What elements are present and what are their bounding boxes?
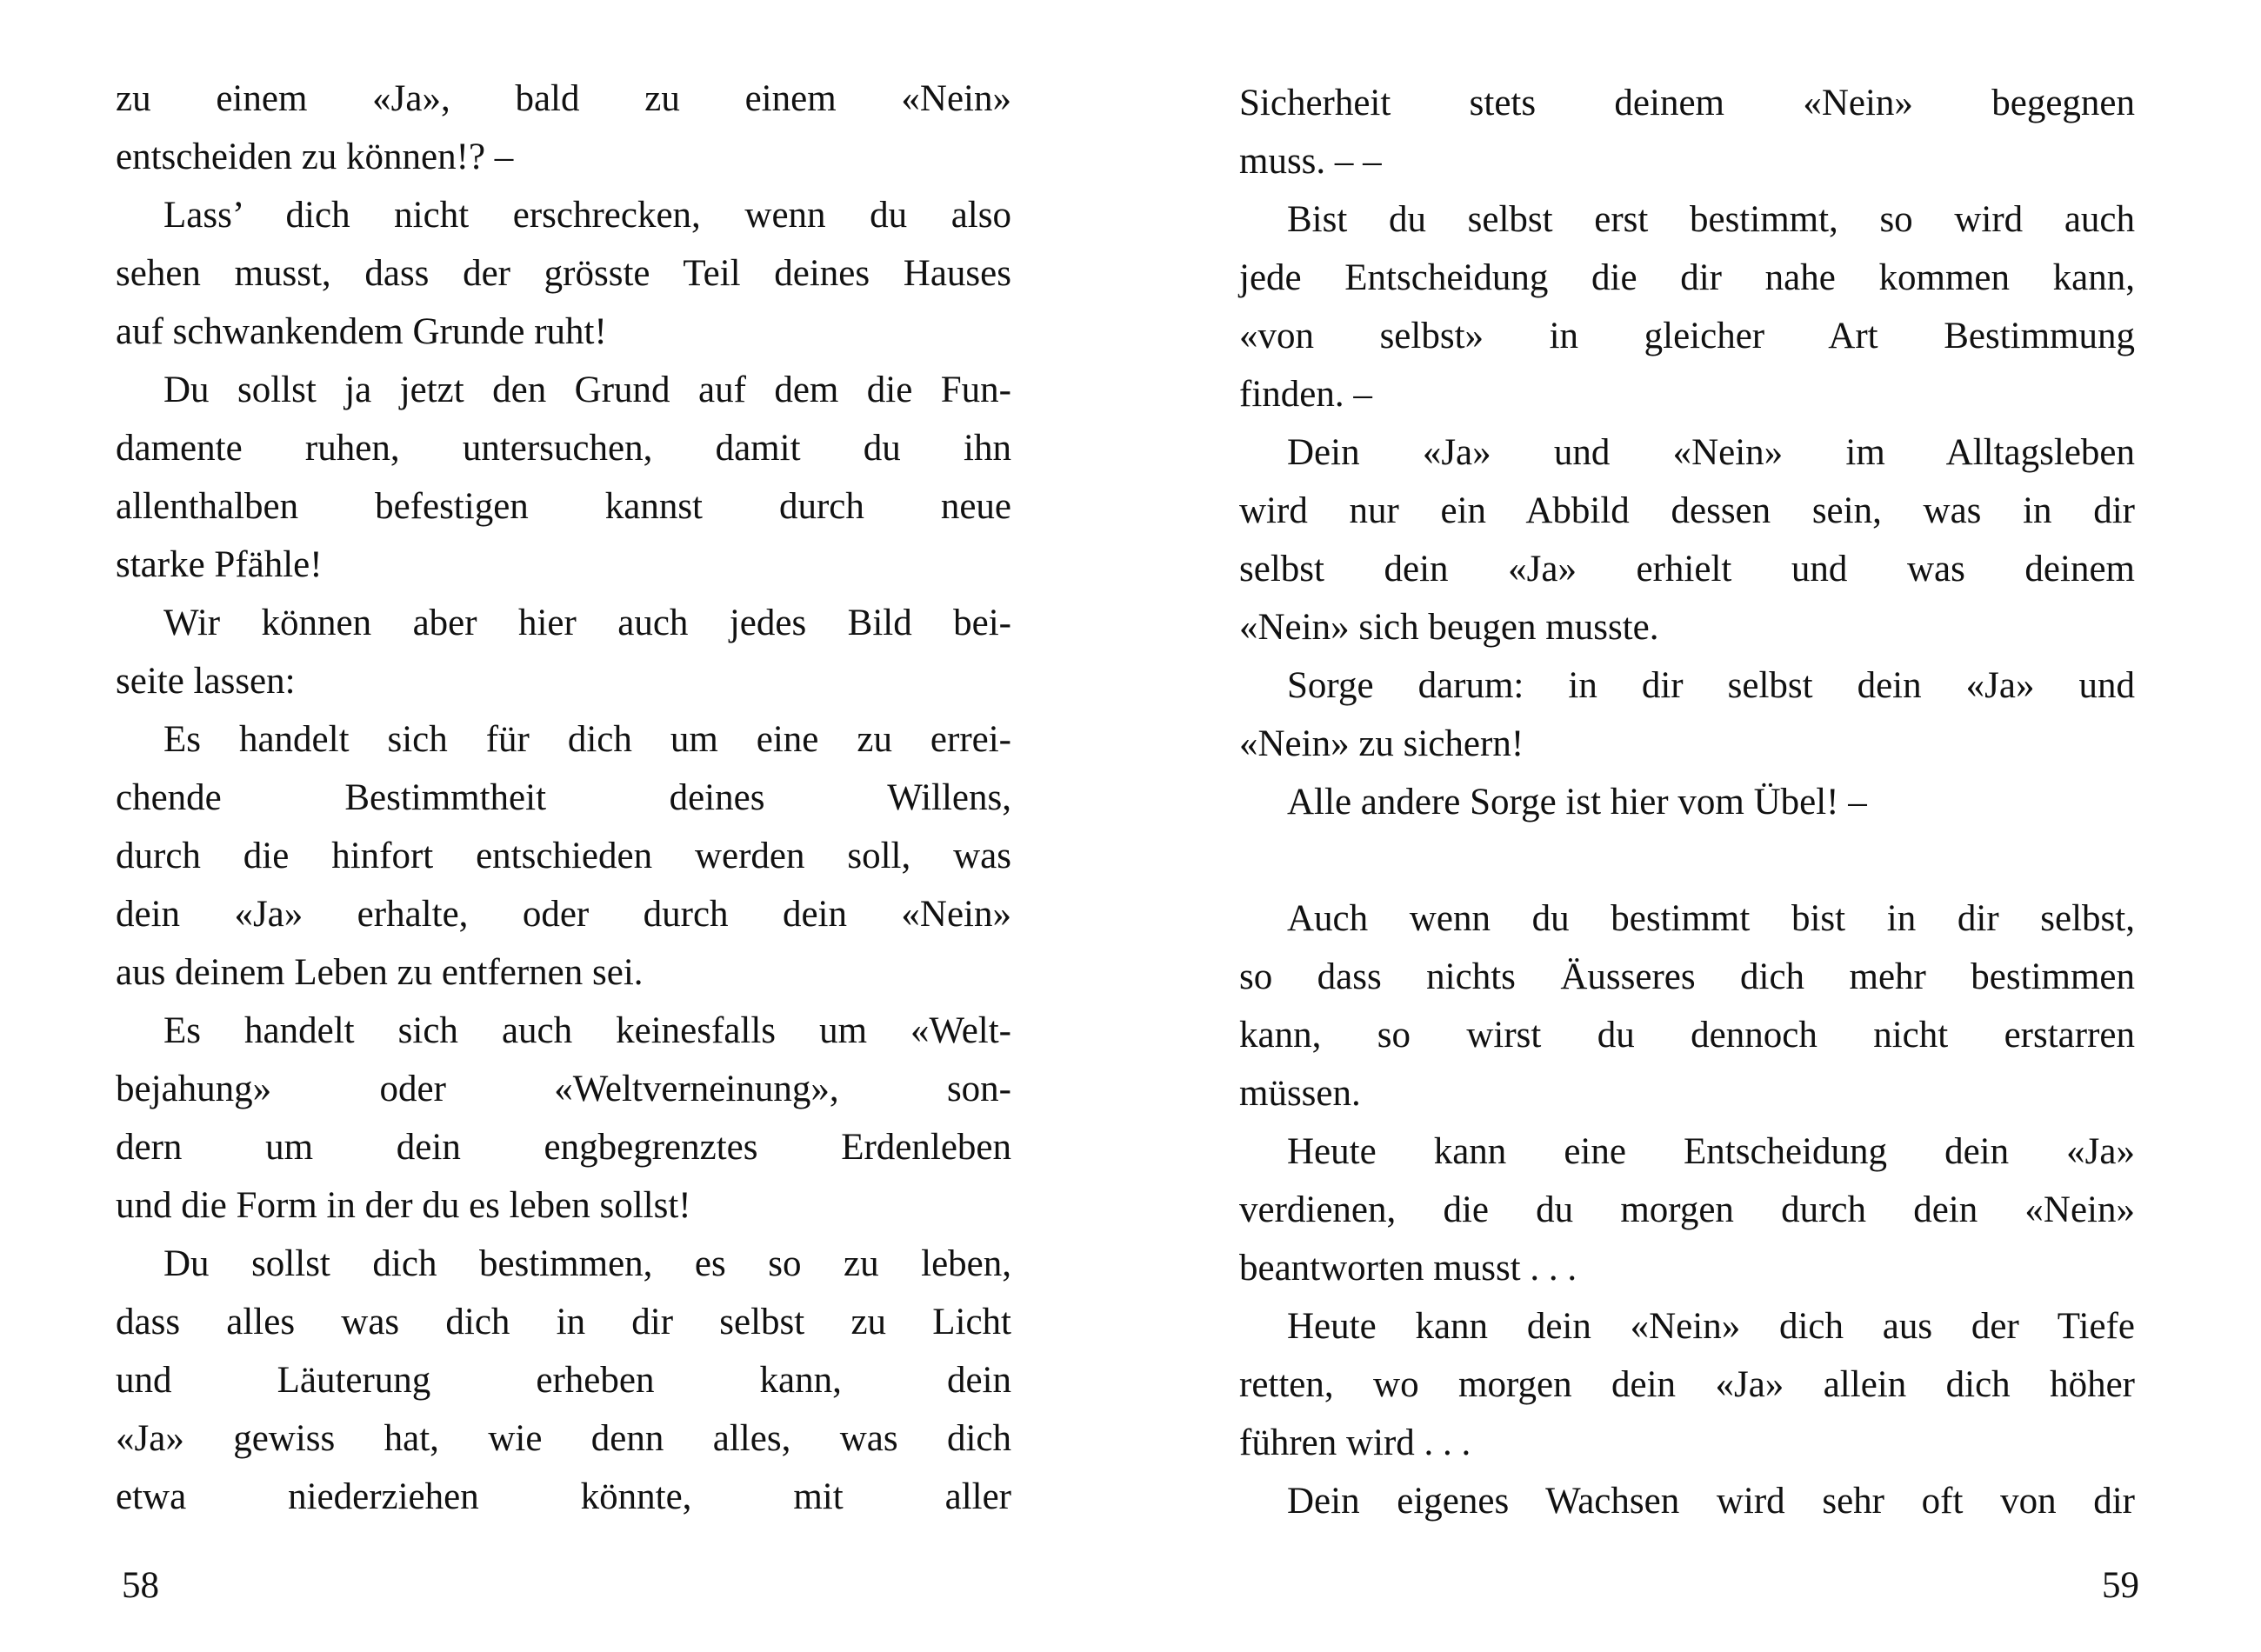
text-line: Bist du selbst erst bestimmt, so wird auch <box>1287 199 2135 240</box>
text-line: retten, wo morgen dein «Ja» allein dich höher <box>1239 1364 2135 1405</box>
text-line: Dein eigenes Wachsen wird sehr oft von dir <box>1287 1481 2135 1522</box>
text-line: muss. – – <box>1239 141 1382 182</box>
text-line: jede Entscheidung die dir nahe kommen kann, <box>1239 257 2135 298</box>
left-page <box>0 0 1130 1652</box>
text-line: durch die hinfort entschieden werden soll, was <box>116 836 1011 876</box>
text-line: etwa niederziehen könnte, mit aller <box>116 1476 1011 1517</box>
text-line: zu einem «Ja», bald zu einem «Nein» <box>116 78 1011 119</box>
section-break <box>1239 831 2135 889</box>
text-line: chende Bestimmtheit deines Willens, <box>116 777 1011 818</box>
text-line: so dass nichts Äusseres dich mehr bestimmen <box>1239 956 2135 997</box>
text-line: verdienen, die du morgen durch dein «Nein» <box>1239 1189 2135 1230</box>
text-line: dern um dein engbegrenztes Erdenleben <box>116 1127 1011 1168</box>
text-line: Auch wenn du bestimmt bist in dir selbst, <box>1287 898 2135 939</box>
text-line: und die Form in der du es leben sollst! <box>116 1185 691 1226</box>
text-line: Sorge darum: in dir selbst dein «Ja» und <box>1287 665 2135 706</box>
text-line: Wir können aber hier auch jedes Bild bei- <box>163 603 1011 643</box>
text-line: Es handelt sich für dich um eine zu errei- <box>163 719 1011 760</box>
text-line: «Nein» sich beugen musste. <box>1239 607 1659 648</box>
text-line: finden. – <box>1239 374 1372 415</box>
right-page-text <box>1239 74 2135 1530</box>
right-page <box>1130 0 2261 1652</box>
text-line: entscheiden zu können!? – <box>116 137 514 177</box>
text-line: Alle andere Sorge ist hier vom Übel! – <box>1287 782 1867 823</box>
text-line: damente ruhen, untersuchen, damit du ihn <box>116 428 1011 469</box>
text-line: allenthalben befestigen kannst durch neue <box>116 486 1011 527</box>
text-line: Du sollst ja jetzt den Grund auf dem die Fun- <box>163 370 1011 410</box>
text-line: führen wird . . . <box>1239 1422 1471 1463</box>
text-line: Lass’ dich nicht erschrecken, wenn du also <box>163 195 1011 236</box>
text-line: Du sollst dich bestimmen, es so zu leben, <box>163 1243 1011 1284</box>
text-line: «Ja» gewiss hat, wie denn alles, was dich <box>116 1418 1011 1459</box>
text-line: müssen. <box>1239 1073 1361 1114</box>
text-line: wird nur ein Abbild dessen sein, was in dir <box>1239 490 2135 531</box>
text-line: starke Pfähle! <box>116 544 323 585</box>
text-line: dein «Ja» erhalte, oder durch dein «Nein» <box>116 894 1011 935</box>
page-number-right: 59 <box>2102 1565 2139 1606</box>
text-line: seite lassen: <box>116 661 296 702</box>
text-line: beantworten musst . . . <box>1239 1248 1577 1289</box>
text-line: Sicherheit stets deinem «Nein» begegnen <box>1239 83 2135 123</box>
text-line: selbst dein «Ja» erhielt und was deinem <box>1239 549 2135 590</box>
page-number-left: 58 <box>122 1565 159 1606</box>
text-line: sehen musst, dass der grösste Teil deines Hauses <box>116 253 1011 294</box>
text-line: «von selbst» in gleicher Art Bestimmung <box>1239 316 2135 356</box>
text-line: «Nein» zu sichern! <box>1239 723 1524 764</box>
text-line: Heute kann eine Entscheidung dein «Ja» <box>1287 1131 2135 1172</box>
text-line: dass alles was dich in dir selbst zu Licht <box>116 1302 1011 1342</box>
text-line: bejahung» oder «Weltverneinung», son- <box>116 1069 1011 1109</box>
left-page-text <box>116 70 1011 1526</box>
text-line: aus deinem Leben zu entfernen sei. <box>116 952 644 993</box>
text-line: und Läuterung erheben kann, dein <box>116 1360 1011 1401</box>
text-line: kann, so wirst du dennoch nicht erstarren <box>1239 1015 2135 1056</box>
text-line: Es handelt sich auch keinesfalls um «Welt- <box>163 1010 1011 1051</box>
text-line: Dein «Ja» und «Nein» im Alltagsleben <box>1287 432 2135 473</box>
text-line: Heute kann dein «Nein» dich aus der Tiefe <box>1287 1306 2135 1347</box>
text-line: auf schwankendem Grunde ruht! <box>116 311 607 352</box>
